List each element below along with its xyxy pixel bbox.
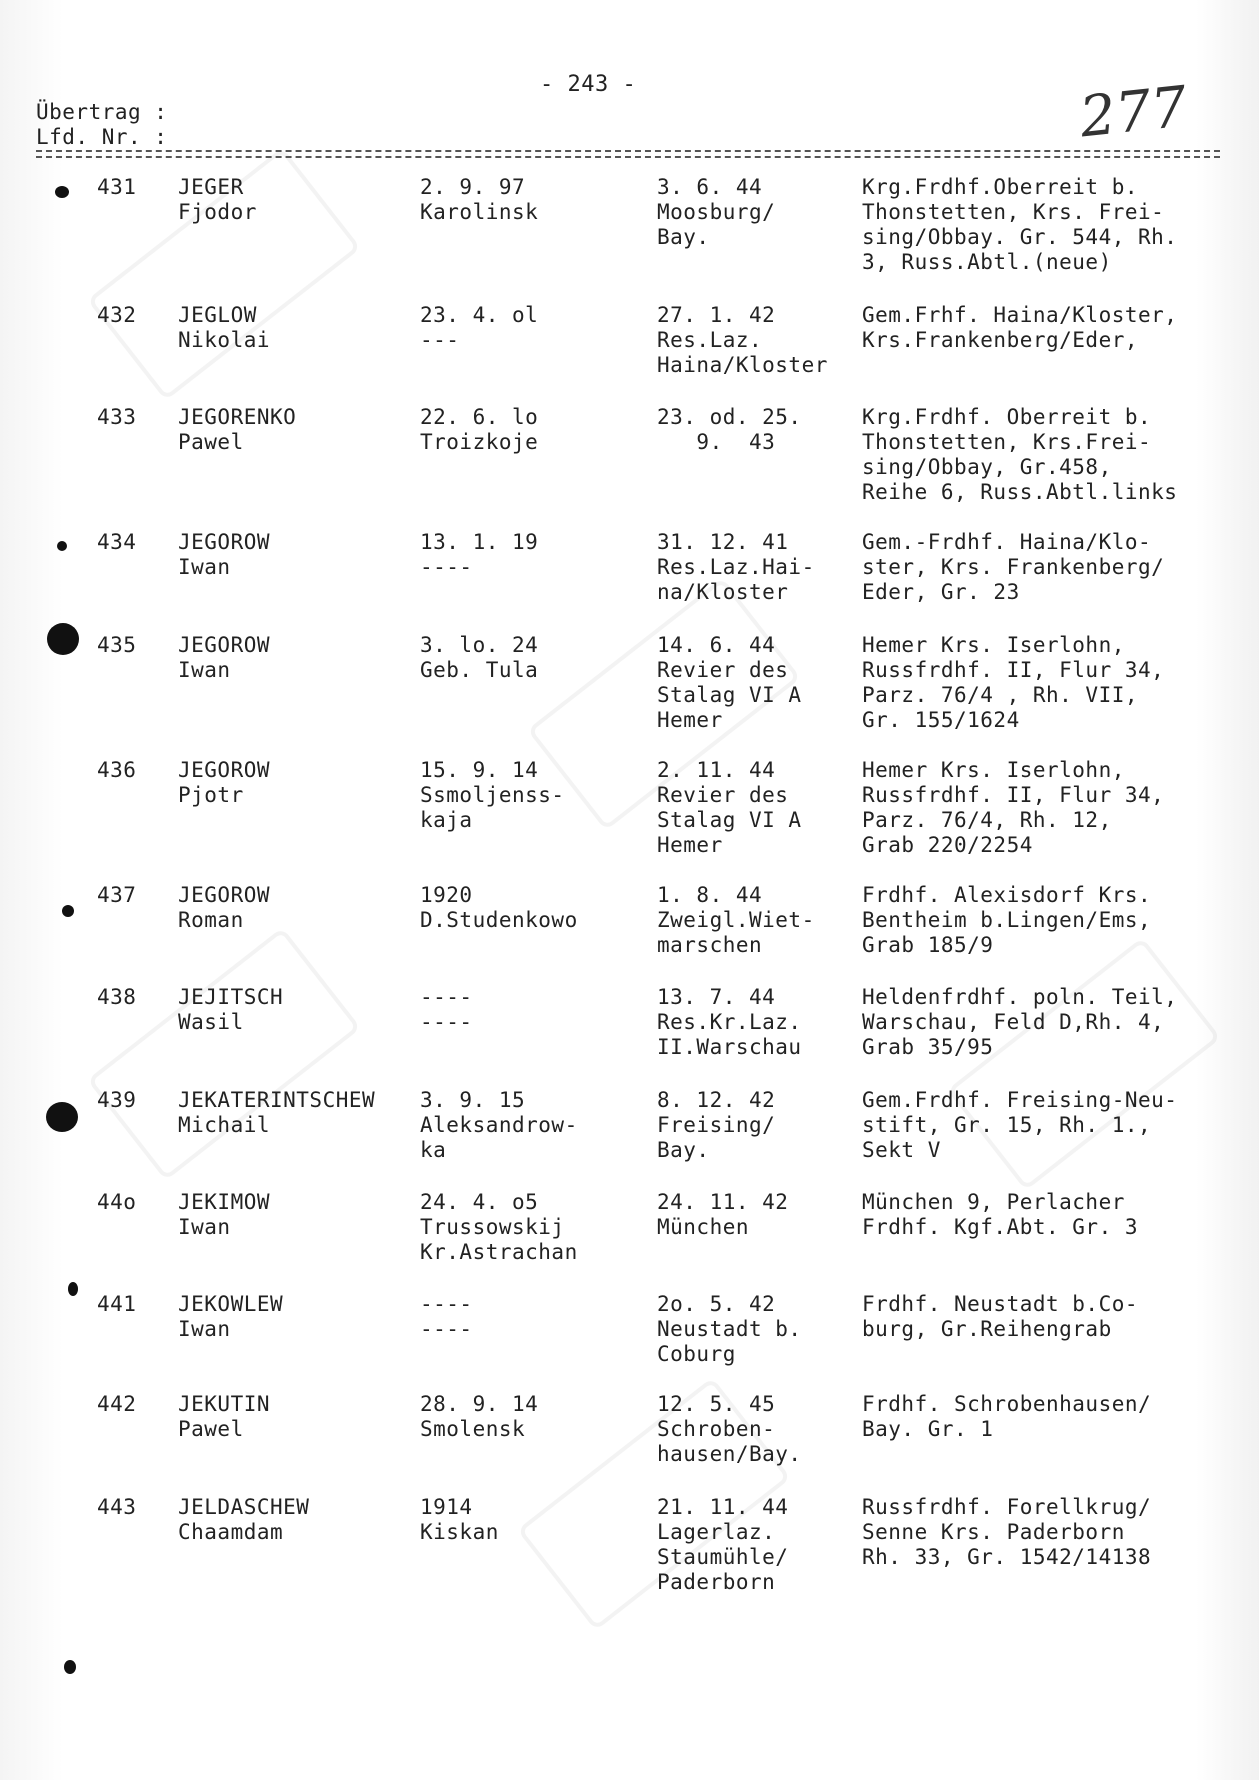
ink-mark — [57, 541, 67, 551]
entry-grave-line: Frdhf. Schrobenhausen/ — [862, 1392, 1152, 1416]
entry-death-line: 8. 12. 42 — [657, 1088, 776, 1112]
entry-death-line: 14. 6. 44 — [657, 633, 776, 657]
entry-grave-line: Krs.Frankenberg/Eder, — [862, 328, 1139, 352]
entry-death-line: 23. od. 25. — [657, 405, 802, 429]
entry-given-name: Iwan — [178, 1317, 231, 1341]
entry-surname: JEGLOW — [178, 303, 257, 327]
entry-death-line: Paderborn — [657, 1570, 776, 1594]
entry-birth-line: ---- — [420, 985, 473, 1009]
entry-given-name: Chaamdam — [178, 1520, 284, 1544]
entry-grave-line: Hemer Krs. Iserlohn, — [862, 633, 1125, 657]
entry-given-name: Michail — [178, 1113, 271, 1137]
entry-grave-line: Hemer Krs. Iserlohn, — [862, 758, 1125, 782]
entry-given-name: Wasil — [178, 1010, 244, 1034]
entry-death-line: München — [657, 1215, 750, 1239]
entry-grave-line: Reihe 6, Russ.Abtl.links — [862, 480, 1178, 504]
entry-birth-line: 22. 6. lo — [420, 405, 539, 429]
entry-birth-line: 2. 9. 97 — [420, 175, 526, 199]
entry-death-line: 13. 7. 44 — [657, 985, 776, 1009]
entry-number: 432 — [97, 303, 137, 327]
entry-grave-line: Frdhf. Neustadt b.Co- — [862, 1292, 1139, 1316]
entry-death-line: Bay. — [657, 1138, 710, 1162]
entry-birth-line: kaja — [420, 808, 473, 832]
entry-number: 443 — [97, 1495, 137, 1519]
entry-grave-line: Heldenfrdhf. poln. Teil, — [862, 985, 1178, 1009]
entry-surname: JEGOROW — [178, 530, 271, 554]
entry-number: 433 — [97, 405, 137, 429]
entry-given-name: Iwan — [178, 1215, 231, 1239]
entry-death-line: Moosburg/ — [657, 200, 776, 224]
entry-death-line: 24. 11. 42 — [657, 1190, 789, 1214]
entry-surname: JEKIMOW — [178, 1190, 271, 1214]
header-separator-line — [36, 150, 1220, 158]
punch-hole-mark — [46, 1102, 78, 1132]
entry-surname: JEGOROW — [178, 758, 271, 782]
entry-number: 441 — [97, 1292, 137, 1316]
entry-death-line: 31. 12. 41 — [657, 530, 789, 554]
entry-birth-line: ---- — [420, 1292, 473, 1316]
entry-number: 434 — [97, 530, 137, 554]
entry-surname: JEKUTIN — [178, 1392, 271, 1416]
entry-birth-line: Kr.Astrachan — [420, 1240, 578, 1264]
entry-death-line: Stalag VI A — [657, 683, 802, 707]
handwritten-page-number: 277 — [1076, 74, 1190, 151]
entry-given-name: Pawel — [178, 430, 244, 454]
entry-grave-line: Grab 185/9 — [862, 933, 994, 957]
entry-grave-line: Parz. 76/4, Rh. 12, — [862, 808, 1112, 832]
entry-death-line: Staumühle/ — [657, 1545, 789, 1569]
entry-grave-line: Gem.-Frdhf. Haina/Klo- — [862, 530, 1152, 554]
entry-given-name: Pjotr — [178, 783, 244, 807]
entry-death-line: Res.Laz.Hai- — [657, 555, 815, 579]
entry-death-line: Hemer — [657, 708, 723, 732]
entry-grave-line: Frdhf. Kgf.Abt. Gr. 3 — [862, 1215, 1139, 1239]
entry-grave-line: Thonstetten, Krs. Frei- — [862, 200, 1165, 224]
entry-grave-line: Eder, Gr. 23 — [862, 580, 1020, 604]
page-number: - 243 - — [540, 72, 637, 97]
entry-grave-line: Sekt V — [862, 1138, 941, 1162]
entry-grave-line: sing/Obbay, Gr.458, — [862, 455, 1112, 479]
entry-number: 431 — [97, 175, 137, 199]
entry-surname: JEGOROW — [178, 883, 271, 907]
entry-birth-line: 1914 — [420, 1495, 473, 1519]
entry-birth-line: Trussowskij — [420, 1215, 565, 1239]
entry-grave-line: Thonstetten, Krs.Frei- — [862, 430, 1152, 454]
entry-birth-line: D.Studenkowo — [420, 908, 578, 932]
entry-surname: JELDASCHEW — [178, 1495, 310, 1519]
entry-death-line: 21. 11. 44 — [657, 1495, 789, 1519]
entry-birth-line: 3. lo. 24 — [420, 633, 539, 657]
entry-number: 442 — [97, 1392, 137, 1416]
entry-grave-line: Grab 220/2254 — [862, 833, 1033, 857]
entry-grave-line: Frdhf. Alexisdorf Krs. — [862, 883, 1152, 907]
entry-birth-line: Karolinsk — [420, 200, 539, 224]
entry-grave-line: Warschau, Feld D,Rh. 4, — [862, 1010, 1165, 1034]
entry-birth-line: 3. 9. 15 — [420, 1088, 526, 1112]
entry-grave-line: Gem.Frhf. Haina/Kloster, — [862, 303, 1178, 327]
entry-grave-line: Bentheim b.Lingen/Ems, — [862, 908, 1152, 932]
entry-birth-line: 24. 4. o5 — [420, 1190, 539, 1214]
entry-death-line: Revier des — [657, 658, 789, 682]
entry-grave-line: Bay. Gr. 1 — [862, 1417, 994, 1441]
entry-grave-line: Senne Krs. Paderborn — [862, 1520, 1125, 1544]
entry-grave-line: Parz. 76/4 , Rh. VII, — [862, 683, 1139, 707]
entry-death-line: Res.Kr.Laz. — [657, 1010, 802, 1034]
watermark-stamp — [87, 927, 361, 1181]
entry-death-line: Stalag VI A — [657, 808, 802, 832]
entry-birth-line: 15. 9. 14 — [420, 758, 539, 782]
entry-surname: JEGER — [178, 175, 244, 199]
entry-birth-line: 13. 1. 19 — [420, 530, 539, 554]
entry-death-line: Res.Laz. — [657, 328, 763, 352]
watermark-stamp — [947, 937, 1221, 1191]
entry-death-line: Neustadt b. — [657, 1317, 802, 1341]
entry-given-name: Fjodor — [178, 200, 257, 224]
entry-surname: JEGORENKO — [178, 405, 297, 429]
entry-birth-line: ka — [420, 1138, 447, 1162]
entry-birth-line: Ssmoljenss- — [420, 783, 565, 807]
entry-grave-line: Russfrdhf. Forellkrug/ — [862, 1495, 1152, 1519]
entry-birth-line: Smolensk — [420, 1417, 526, 1441]
entry-grave-line: burg, Gr.Reihengrab — [862, 1317, 1112, 1341]
entry-grave-line: Grab 35/95 — [862, 1035, 994, 1059]
entry-death-line: 3. 6. 44 — [657, 175, 763, 199]
entry-death-line: Freising/ — [657, 1113, 776, 1137]
entry-grave-line: Krg.Frdhf. Oberreit b. — [862, 405, 1152, 429]
entry-birth-line: ---- — [420, 555, 473, 579]
entry-death-line: Haina/Kloster — [657, 353, 828, 377]
ink-mark — [68, 1282, 78, 1296]
entry-birth-line: 1920 — [420, 883, 473, 907]
entry-death-line: Zweigl.Wiet- — [657, 908, 815, 932]
entry-death-line: Hemer — [657, 833, 723, 857]
entry-birth-line: Geb. Tula — [420, 658, 539, 682]
entry-death-line: 2o. 5. 42 — [657, 1292, 776, 1316]
entry-birth-line: Aleksandrow- — [420, 1113, 578, 1137]
header-running-number-label: Lfd. Nr. : — [36, 125, 168, 149]
entry-grave-line: Krg.Frdhf.Oberreit b. — [862, 175, 1139, 199]
entry-death-line: 2. 11. 44 — [657, 758, 776, 782]
entry-grave-line: sing/Obbay. Gr. 544, Rh. — [862, 225, 1178, 249]
entry-grave-line: Rh. 33, Gr. 1542/14138 — [862, 1545, 1152, 1569]
entry-surname: JEKATERINTSCHEW — [178, 1088, 376, 1112]
entry-birth-line: ---- — [420, 1317, 473, 1341]
entry-death-line: Coburg — [657, 1342, 736, 1366]
entry-death-line: Bay. — [657, 225, 710, 249]
ink-mark — [62, 905, 74, 917]
entry-death-line: hausen/Bay. — [657, 1442, 802, 1466]
entry-death-line: marschen — [657, 933, 763, 957]
entry-grave-line: stift, Gr. 15, Rh. 1., — [862, 1113, 1152, 1137]
entry-grave-line: 3, Russ.Abtl.(neue) — [862, 250, 1112, 274]
entry-surname: JEJITSCH — [178, 985, 284, 1009]
entry-surname: JEKOWLEW — [178, 1292, 284, 1316]
entry-birth-line: 28. 9. 14 — [420, 1392, 539, 1416]
entry-death-line: 12. 5. 45 — [657, 1392, 776, 1416]
entry-death-line: na/Kloster — [657, 580, 789, 604]
entry-death-line: II.Warschau — [657, 1035, 802, 1059]
entry-death-line: 9. 43 — [657, 430, 776, 454]
entry-grave-line: Gr. 155/1624 — [862, 708, 1020, 732]
entry-death-line: Schroben- — [657, 1417, 776, 1441]
entry-number: 439 — [97, 1088, 137, 1112]
entry-given-name: Iwan — [178, 555, 231, 579]
entry-grave-line: Russfrdhf. II, Flur 34, — [862, 783, 1165, 807]
entry-birth-line: 23. 4. ol — [420, 303, 539, 327]
entry-death-line: 1. 8. 44 — [657, 883, 763, 907]
entry-death-line: Lagerlaz. — [657, 1520, 776, 1544]
punch-hole-mark — [47, 623, 79, 655]
entry-death-line: Revier des — [657, 783, 789, 807]
entry-birth-line: Troizkoje — [420, 430, 539, 454]
entry-grave-line: Gem.Frdhf. Freising-Neu- — [862, 1088, 1178, 1112]
entry-birth-line: ---- — [420, 1010, 473, 1034]
entry-birth-line: --- — [420, 328, 460, 352]
entry-surname: JEGOROW — [178, 633, 271, 657]
entry-number: 438 — [97, 985, 137, 1009]
entry-death-line: 27. 1. 42 — [657, 303, 776, 327]
entry-number: 437 — [97, 883, 137, 907]
entry-given-name: Pawel — [178, 1417, 244, 1441]
entry-given-name: Nikolai — [178, 328, 271, 352]
entry-number: 436 — [97, 758, 137, 782]
entry-grave-line: Russfrdhf. II, Flur 34, — [862, 658, 1165, 682]
ink-mark — [64, 1660, 76, 1674]
entry-birth-line: Kiskan — [420, 1520, 499, 1544]
header-carryover-label: Übertrag : — [36, 100, 168, 124]
entry-given-name: Iwan — [178, 658, 231, 682]
entry-grave-line: ster, Krs. Frankenberg/ — [862, 555, 1165, 579]
ink-mark — [55, 186, 69, 198]
entry-given-name: Roman — [178, 908, 244, 932]
entry-grave-line: München 9, Perlacher — [862, 1190, 1125, 1214]
entry-number: 435 — [97, 633, 137, 657]
entry-number: 44o — [97, 1190, 137, 1214]
